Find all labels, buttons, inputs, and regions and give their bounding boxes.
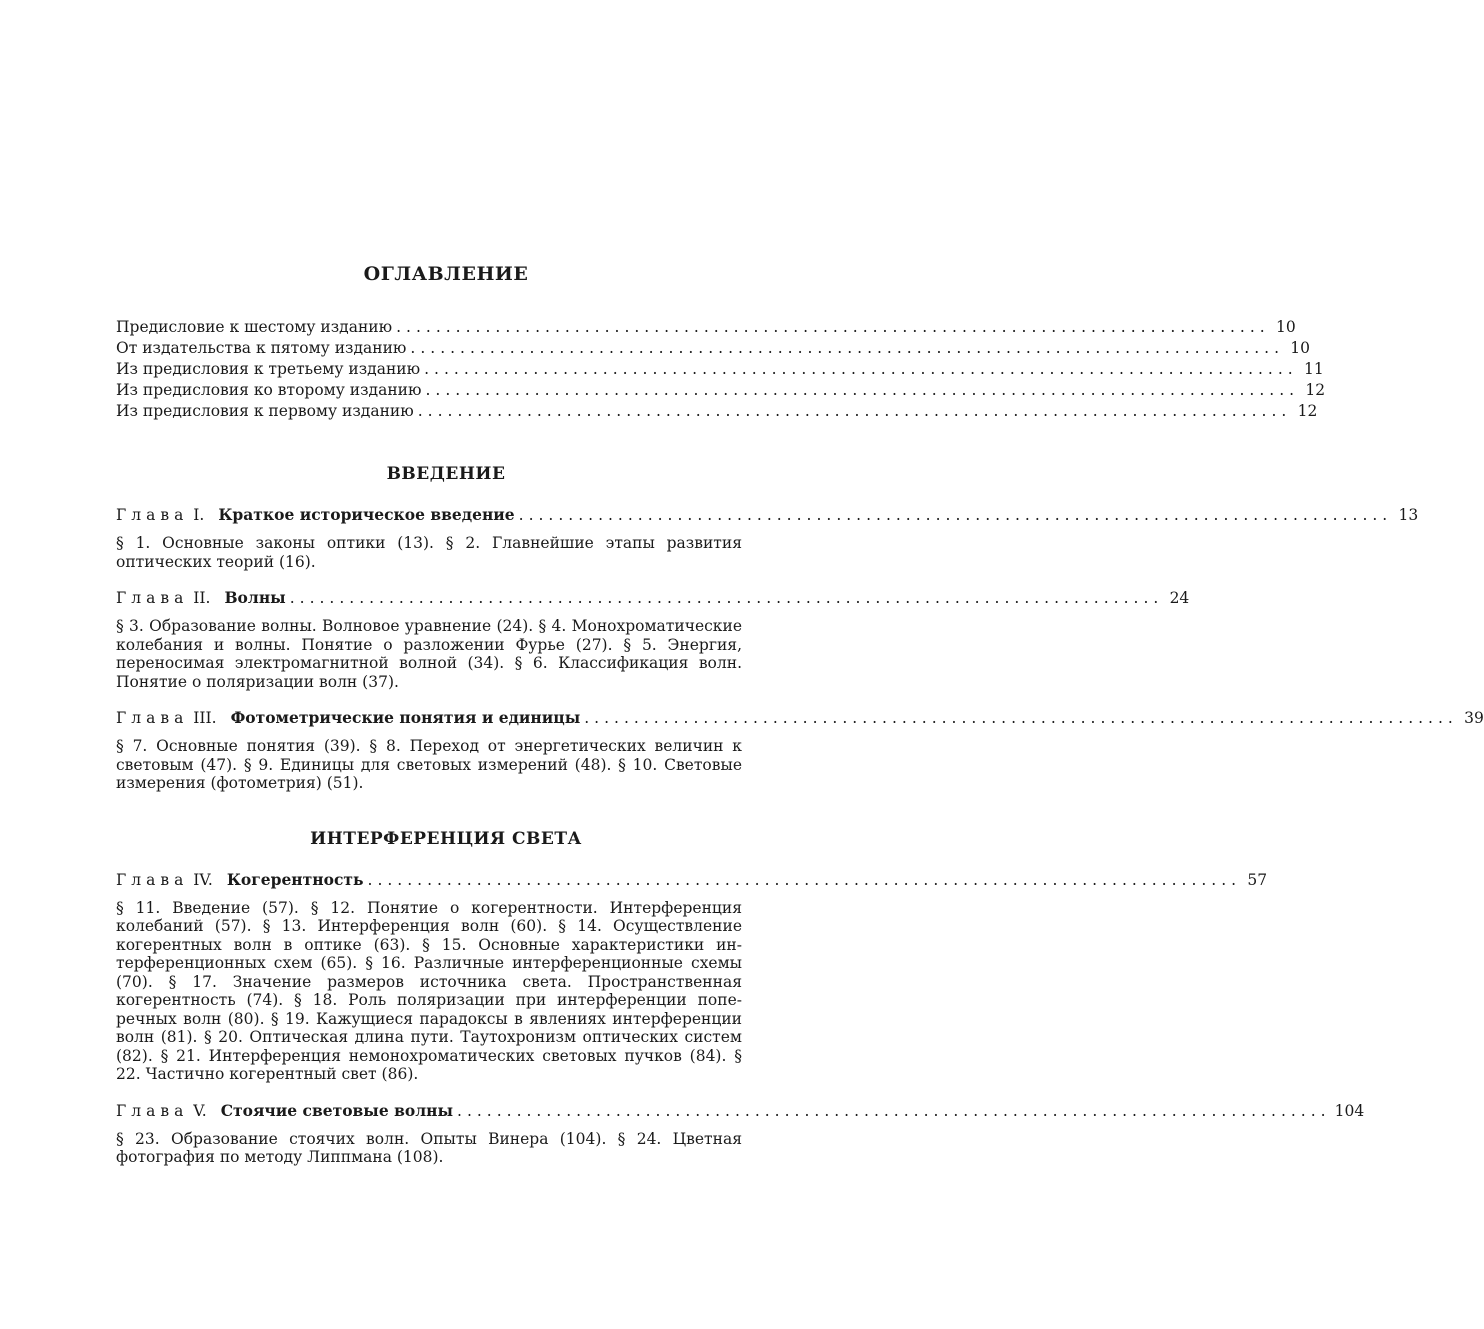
chapter-number: I. (193, 506, 205, 524)
chapter-number: V. (193, 1101, 207, 1120)
dot-leader: ........................................................................................ (289, 589, 1164, 607)
chapter-page: 39 (1464, 709, 1484, 727)
chapter-1 (116, 504, 1419, 571)
dot-leader: ........................................................................................ (396, 318, 1270, 336)
toc-entry-page: 12 (1305, 381, 1326, 399)
dot-leader: ........................................................................................ (424, 360, 1298, 378)
chapter-label (116, 707, 580, 729)
chapter-word: Глава (116, 709, 189, 727)
chapter-page: 104 (1334, 1101, 1365, 1120)
chapter-3 (116, 707, 1484, 793)
chapter-title: Фотометрические понятия и единицы (230, 708, 581, 727)
chapter-contents: § 11. Введение (57). § 12. Понятие о когерентности. Интерференция колебаний (57). § 13. Интерференция волн (60). § 14. Осуществление когерентных волн в оптике (63). § 15. Основные характеристики интерференционных схем (65). § 16. Различные интерференционные схемы (70). § 17. Значение размеров источника света. Пространственная когерентность (74). § 18. Роль поляризации при интерференции поперечных волн (80). § 19. Кажущиеся парадоксы в явлениях интерференции волн (81). § 20. Оптическая длина пути. Таутохронизм оптических систем (82). § 21. Интерференция немонохроматических световых пучков (84). § 22. Частично когерентный свет (86). (116, 898, 742, 1083)
chapter-number: II. (193, 589, 211, 607)
chapter-heading[interactable] (116, 869, 1268, 891)
toc-entry-label: Из предисловия к третьему изданию (116, 360, 421, 378)
chapter-number: IV. (193, 870, 213, 889)
section-introduction (116, 464, 1484, 793)
chapter-word: Глава (116, 589, 189, 607)
toc-entry-page: 11 (1303, 360, 1324, 378)
dot-leader: ........................................................................................ (410, 339, 1284, 357)
toc-entry[interactable] (116, 401, 1318, 422)
chapter-word: Глава (116, 1101, 189, 1120)
chapter-5 (116, 1100, 1365, 1167)
toc-entry-page: 10 (1275, 318, 1296, 336)
toc-entry-label: Предисловие к шестому изданию (116, 318, 393, 336)
front-matter-list (116, 317, 1326, 422)
toc-entry[interactable] (116, 359, 1324, 380)
chapter-4 (116, 869, 1268, 1084)
dot-leader: ........................................................................................ (457, 1101, 1331, 1120)
chapter-title: Стоячие световые волны (220, 1100, 454, 1120)
chapter-heading[interactable] (116, 707, 1484, 729)
toc-entry[interactable] (116, 338, 1310, 359)
toc-entry-label: От издательства к пятому изданию (116, 339, 407, 357)
chapter-contents: § 1. Основные законы оптики (13). § 2. Главнейшие этапы развития оптических теорий (16). (116, 534, 742, 571)
section-title: ВВЕДЕНИЕ (386, 464, 506, 484)
toc-title: ОГЛАВЛЕНИЕ (363, 263, 529, 285)
chapter-label (116, 869, 364, 891)
chapter-2 (116, 587, 1190, 691)
chapter-page: 57 (1247, 870, 1268, 889)
toc-entry-label: Из предисловия к первому изданию (116, 402, 414, 420)
chapter-label (116, 1100, 453, 1122)
toc-entry-label: Из предисловия ко второму изданию (116, 381, 422, 399)
dot-leader: ........................................................................................ (518, 506, 1393, 524)
dot-leader: ........................................................................................ (367, 870, 1242, 889)
chapter-word: Глава (116, 506, 189, 524)
section-interference (116, 828, 1365, 1167)
toc-entry-page: 10 (1290, 339, 1310, 357)
chapter-page: 24 (1169, 589, 1190, 607)
chapter-label (116, 504, 515, 526)
toc-entry[interactable] (116, 317, 1296, 338)
section-title: ИНТЕРФЕРЕНЦИЯ СВЕТА (310, 828, 582, 849)
chapter-contents: § 3. Образование волны. Волновое уравнение (24). § 4. Монохроматические колебания и волны. Понятие о разложении Фурье (27). § 5. Энергия, переносимая электромагнитной волной (34). § 6. Классификация волн. Понятие о поляризации волн (37). (116, 617, 742, 691)
chapter-heading[interactable] (116, 504, 1419, 526)
table-of-contents (116, 263, 1484, 1203)
chapter-number: III. (193, 709, 217, 727)
chapter-title: Когерентность (226, 869, 364, 889)
dot-leader: ........................................................................................ (584, 709, 1458, 727)
chapter-page: 13 (1398, 506, 1419, 524)
dot-leader: ........................................................................................ (417, 402, 1292, 420)
chapter-contents: § 23. Образование стоячих волн. Опыты Винера (104). § 24. Цветная фотография по методу Липпмана (108). (116, 1129, 742, 1166)
toc-entry[interactable] (116, 380, 1326, 401)
dot-leader: ........................................................................................ (425, 381, 1300, 399)
chapter-heading[interactable] (116, 1100, 1365, 1122)
chapter-label (116, 587, 286, 609)
toc-entry-page: 12 (1297, 402, 1318, 420)
chapter-title: Волны (224, 588, 286, 607)
chapter-title: Краткое историческое введение (218, 505, 515, 524)
chapter-heading[interactable] (116, 587, 1190, 609)
chapter-word: Глава (116, 870, 189, 889)
chapter-contents: § 7. Основные понятия (39). § 8. Переход от энергетических величин к световым (47). § 9. Единицы для световых измерений (48). § 10. Световые измерения (фотометрия) (51). (116, 737, 742, 792)
